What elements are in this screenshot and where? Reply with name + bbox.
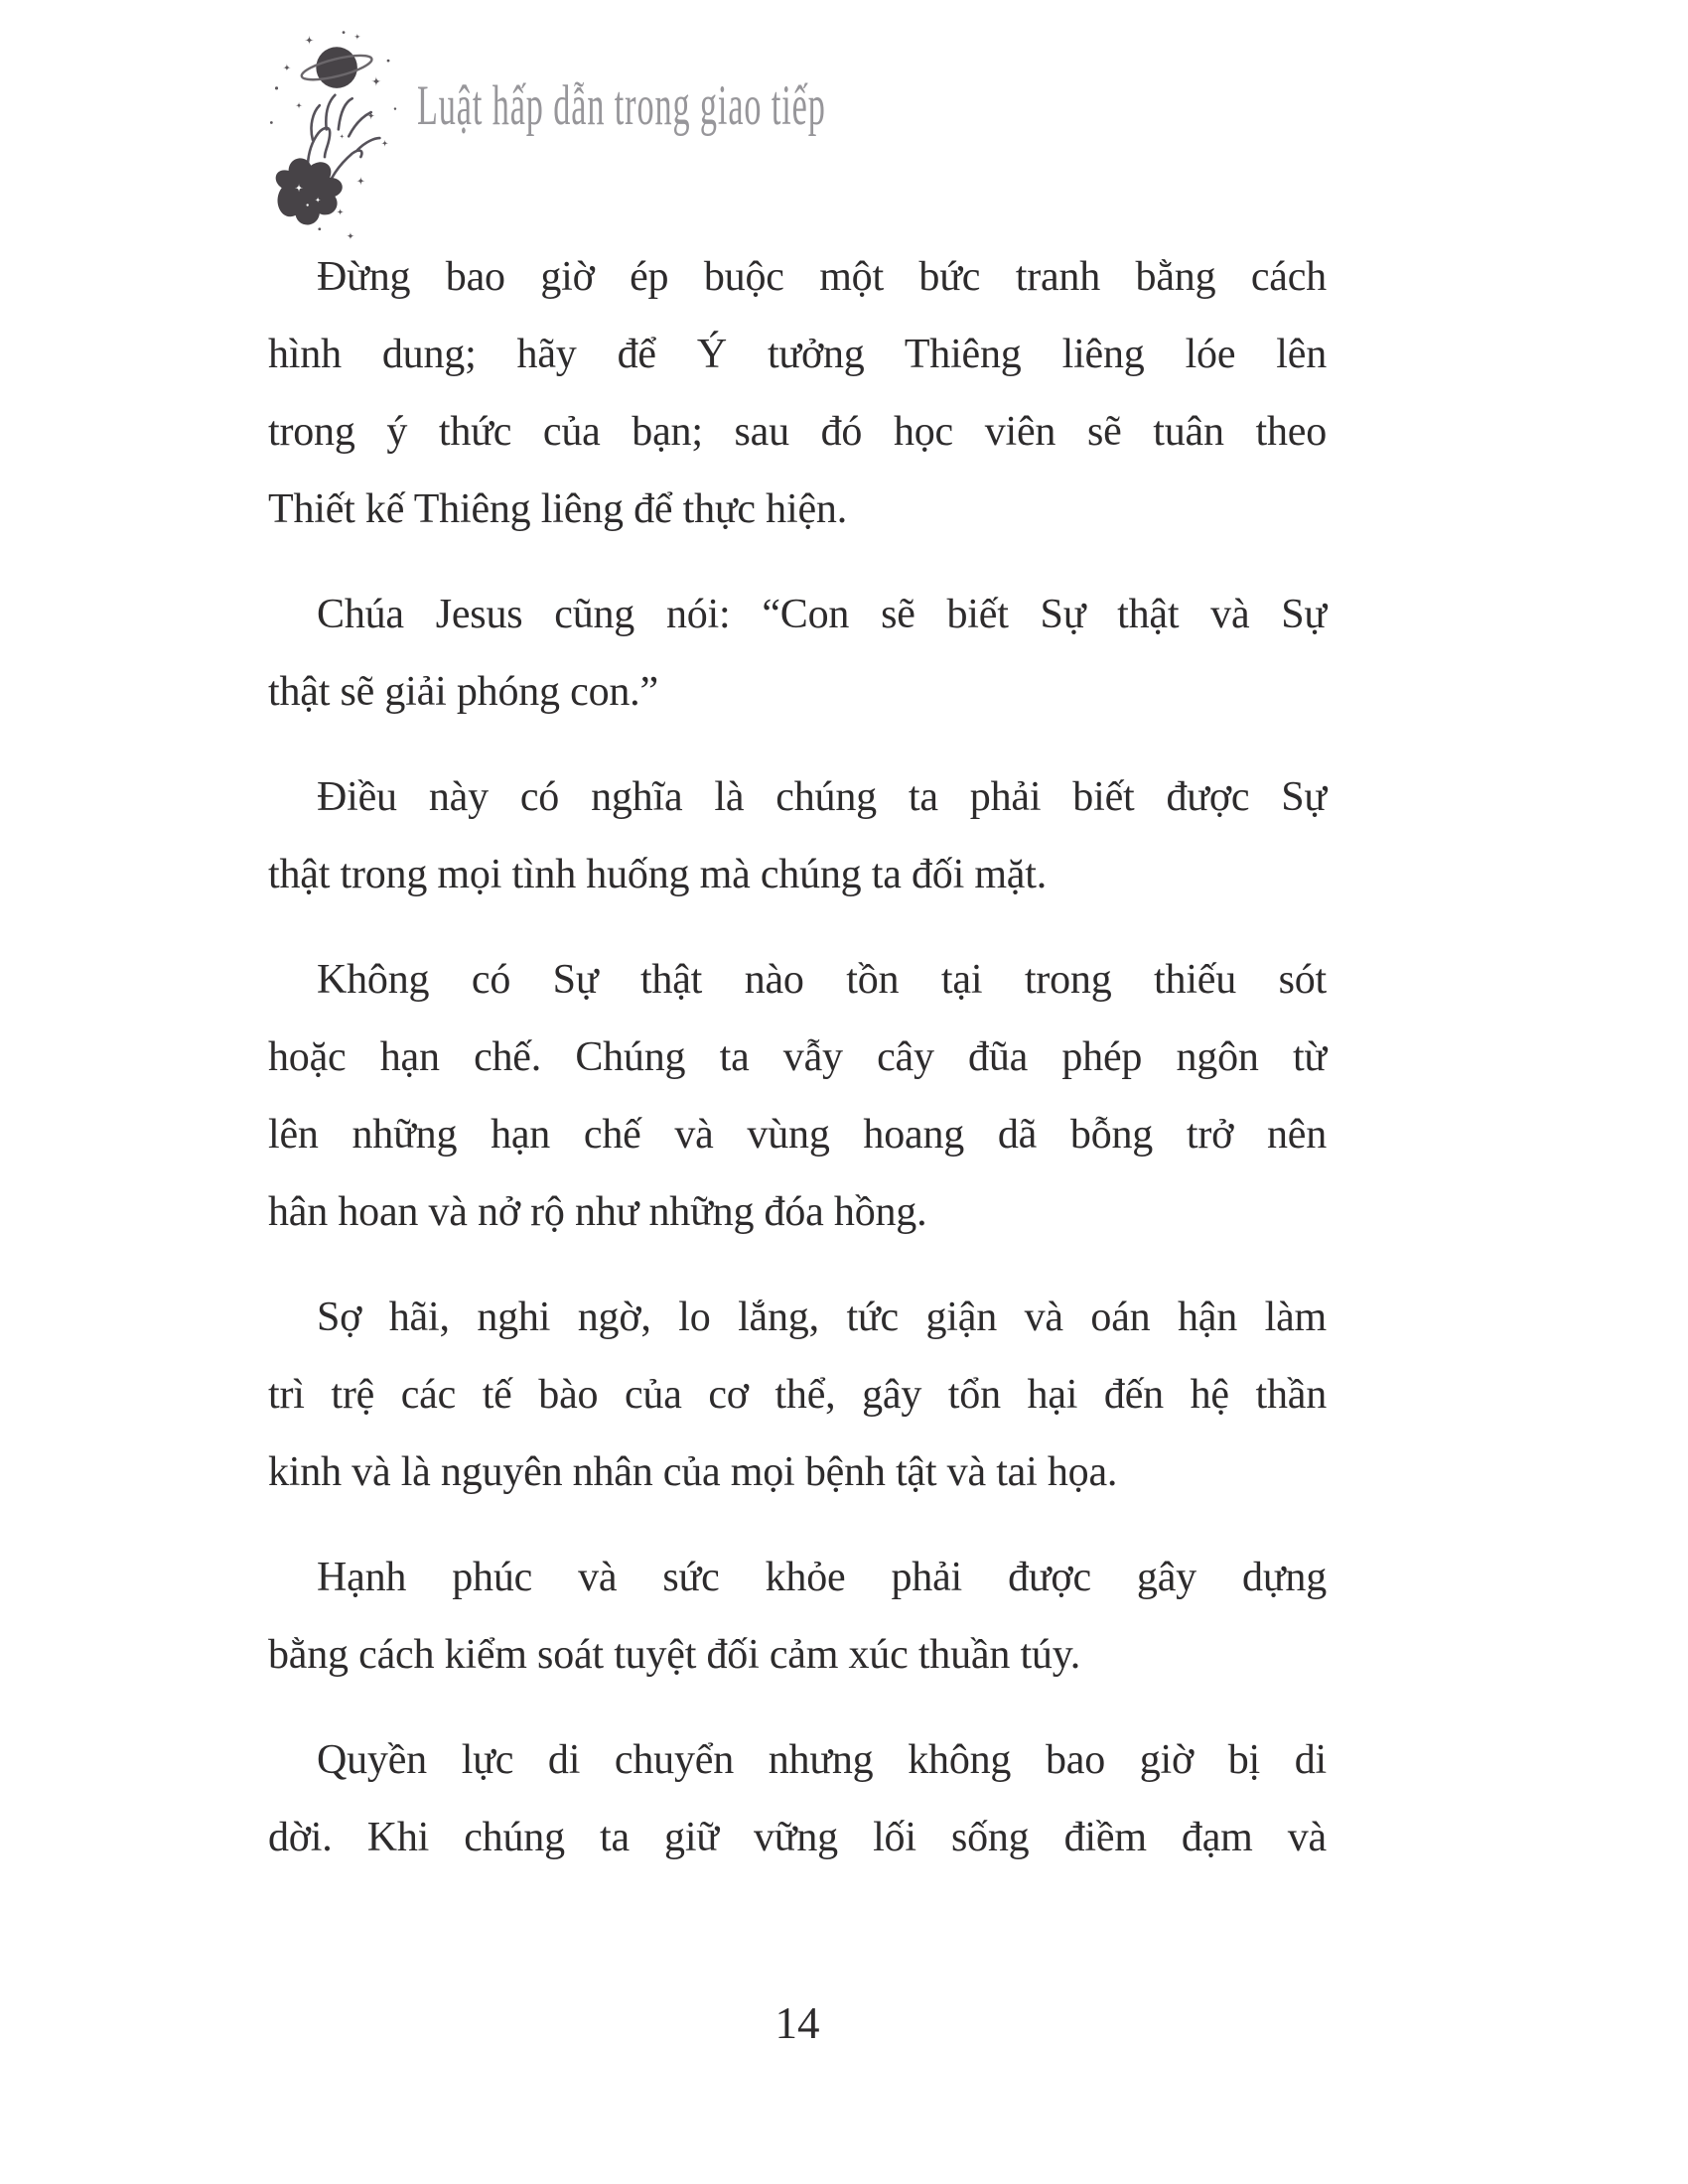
text-line: trì trệ các tế bào của cơ thể, gây tổn hại đến hệ thần — [268, 1372, 1327, 1418]
paragraph — [268, 941, 1327, 1251]
text-line: thật sẽ giải phóng con.” — [268, 669, 658, 715]
text-line: hoặc hạn chế. Chúng ta vẫy cây đũa phép ngôn từ — [268, 1034, 1327, 1080]
text-line: lên những hạn chế và vùng hoang dã bỗng trở nên — [268, 1112, 1327, 1158]
text-line: Đừng bao giờ ép buộc một bức tranh bằng cách — [317, 254, 1327, 300]
text-line: Điều này có nghĩa là chúng ta phải biết được Sự — [317, 774, 1327, 820]
text-line: Chúa Jesus cũng nói: “Con sẽ biết Sự thật và Sự — [317, 592, 1327, 637]
hand-planet-illustration — [260, 30, 434, 253]
text-line: Quyền lực di chuyển nhưng không bao giờ bị di — [317, 1737, 1327, 1783]
text-line: Không có Sự thật nào tồn tại trong thiếu sót — [317, 957, 1327, 1003]
paragraph — [268, 758, 1327, 913]
text-line: kinh và là nguyên nhân của mọi bệnh tật và tai họa. — [268, 1449, 1118, 1495]
text-line: trong ý thức của bạn; sau đó học viên sẽ tuân theo — [268, 409, 1327, 455]
text-line: Thiết kế Thiêng liêng để thực hiện. — [268, 486, 847, 532]
paragraph — [268, 1279, 1327, 1511]
saturn-planet-icon — [300, 47, 374, 88]
paragraph — [268, 576, 1327, 731]
ink-splash-icon — [276, 158, 343, 224]
text-line: hân hoan và nở rộ như những đóa hồng. — [268, 1189, 927, 1235]
text-line: dời. Khi chúng ta giữ vững lối sống điềm đạm và — [268, 1815, 1327, 1860]
page-number: 14 — [774, 1998, 820, 2048]
text-line: thật trong mọi tình huống mà chúng ta đối mặt. — [268, 852, 1048, 897]
text-line: Sợ hãi, nghi ngờ, lo lắng, tức giận và oán hận làm — [317, 1295, 1327, 1340]
page-body — [268, 238, 1327, 1904]
paragraph — [268, 1539, 1327, 1694]
paragraph — [268, 238, 1327, 548]
running-head-title: Luật hấp dẫn trong giao tiếp — [417, 74, 826, 137]
paragraph — [268, 1721, 1327, 1876]
text-line: Hạnh phúc và sức khỏe phải được gây dựng — [317, 1555, 1327, 1600]
text-line: bằng cách kiểm soát tuyệt đối cảm xúc thuần túy. — [268, 1632, 1081, 1678]
text-line: hình dung; hãy để Ý tưởng Thiêng liêng lóe lên — [268, 332, 1327, 377]
